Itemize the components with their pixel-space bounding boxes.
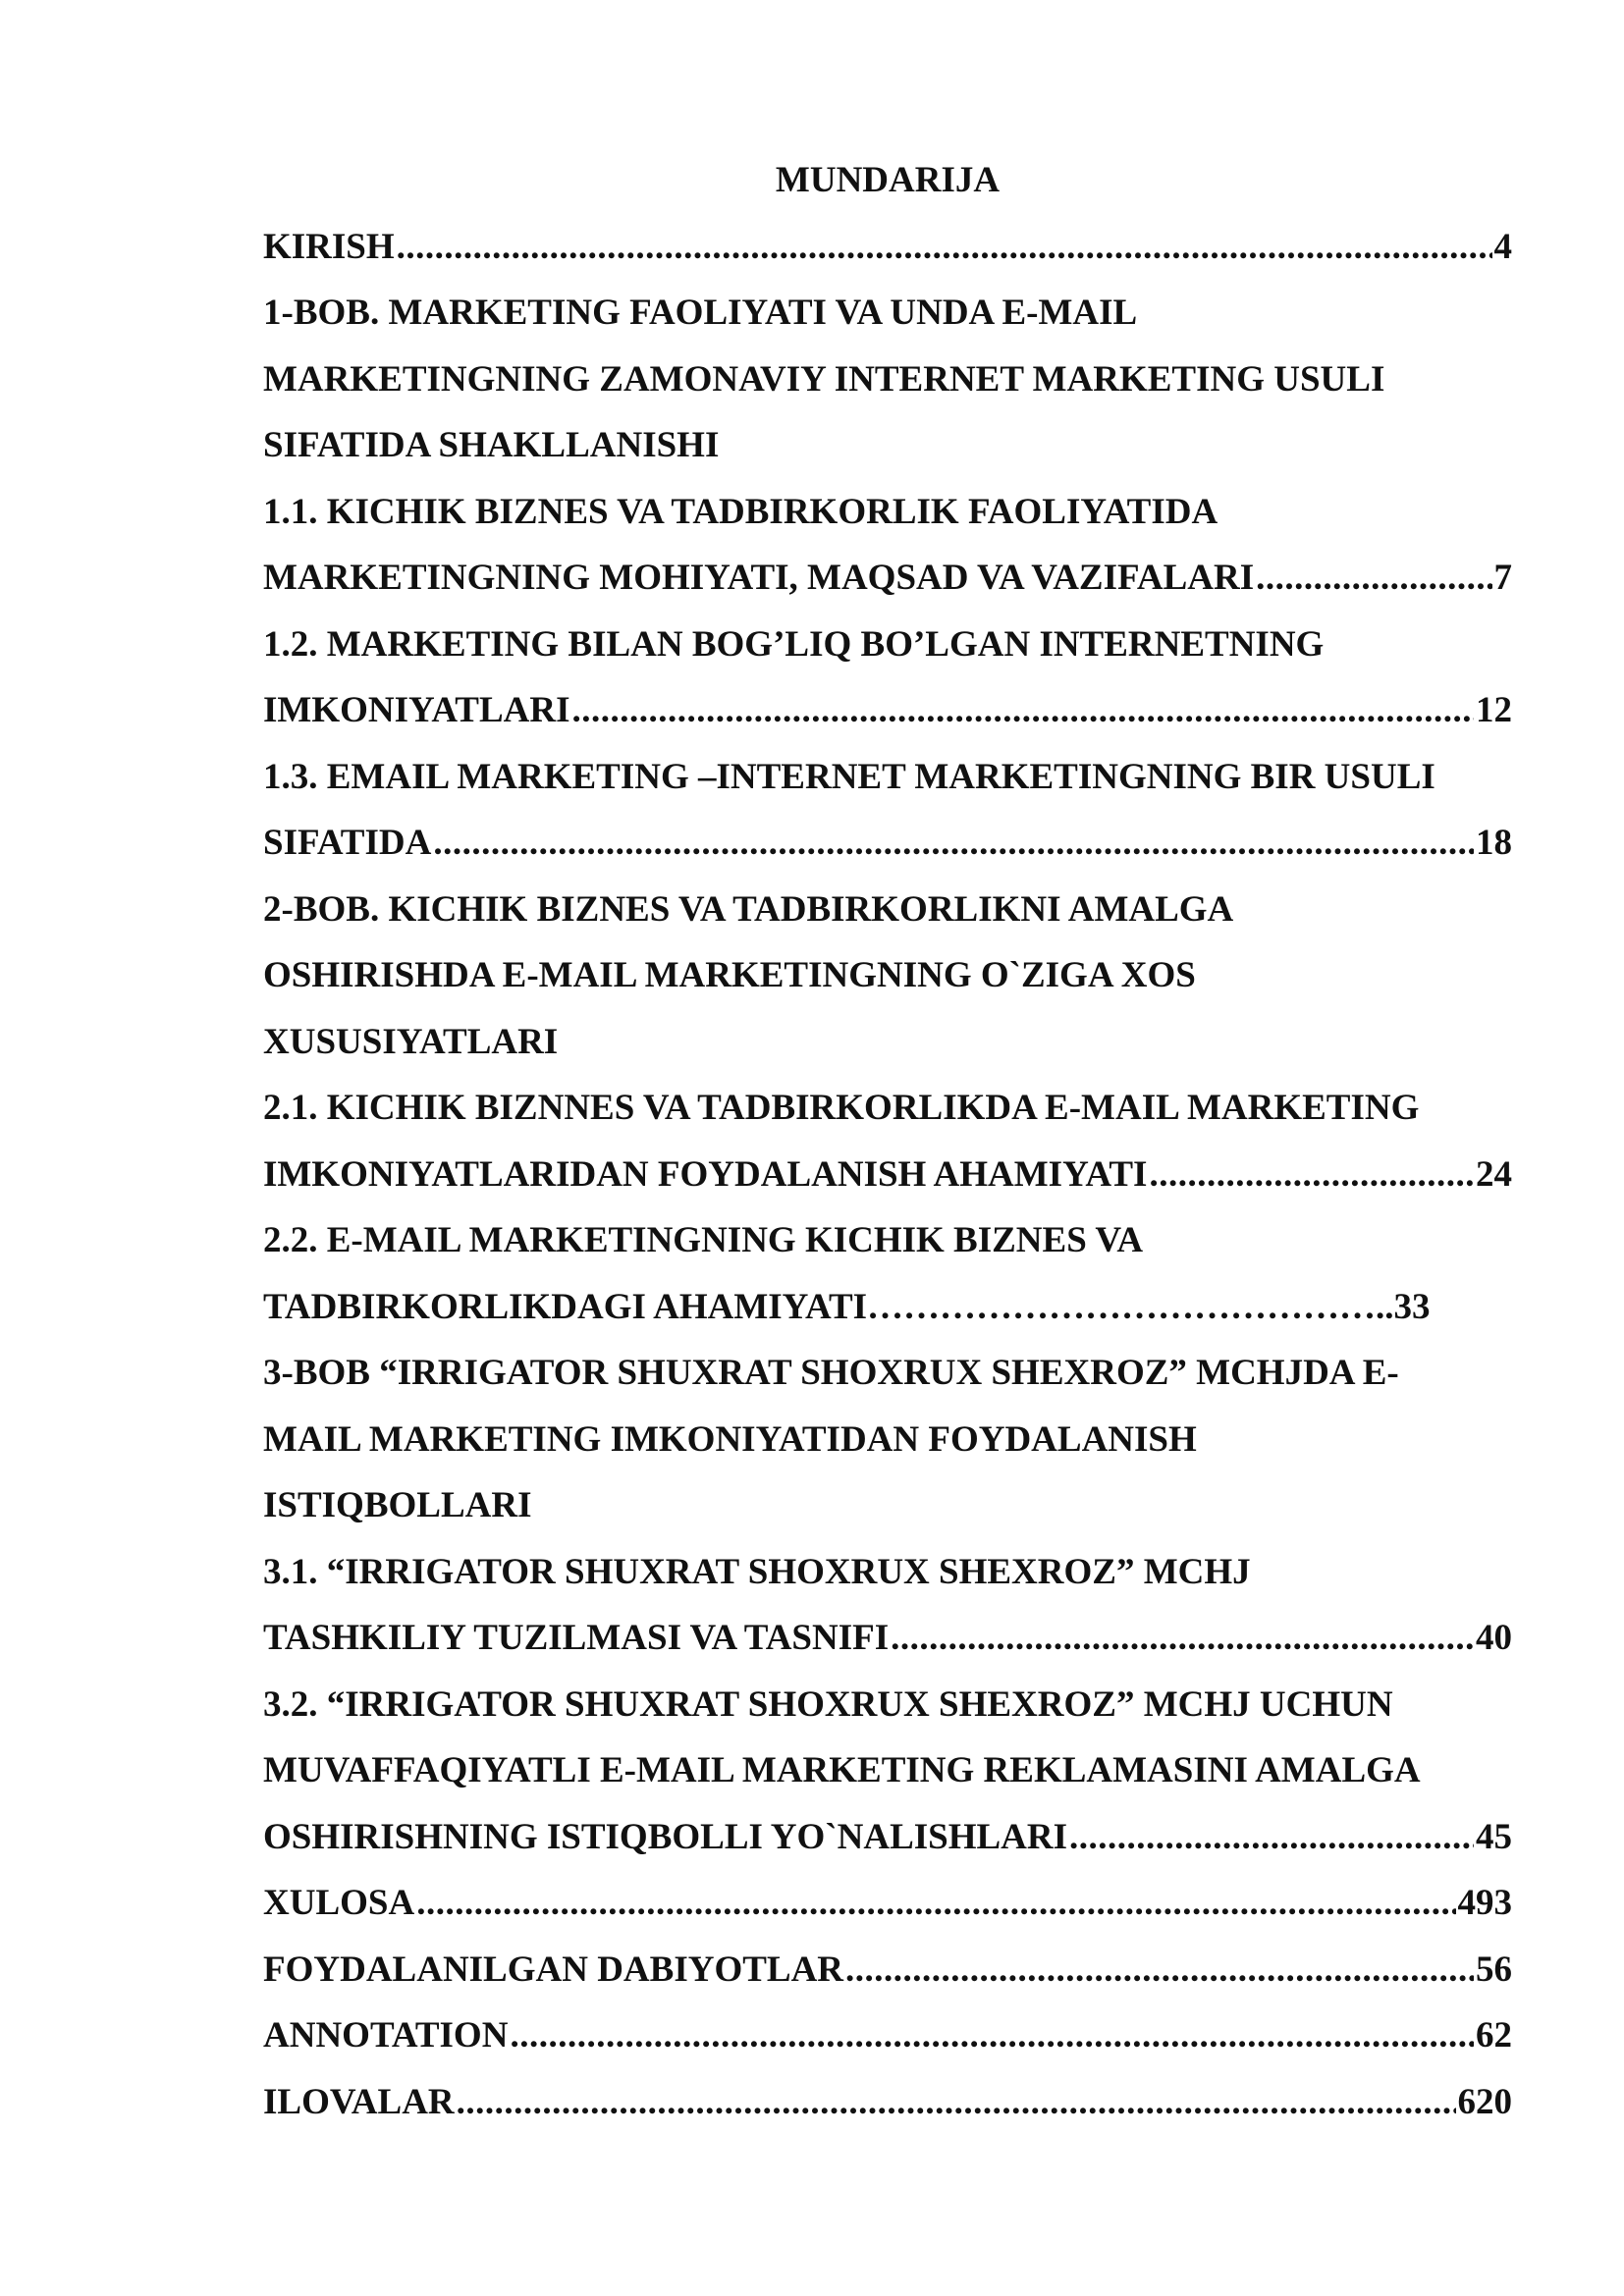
toc-entry-text: 3.2. “IRRIGATOR SHUXRAT SHOXRUX SHEXROZ” MCHJ UCHUN [263, 1683, 1393, 1725]
toc-line [263, 1605, 1512, 1672]
toc-entry-text: IMKONIYATLARI [263, 690, 570, 730]
toc-page-number: 56 [1476, 1949, 1512, 1990]
toc-line [263, 1207, 1512, 1274]
toc-line [263, 877, 1512, 943]
toc-page-number: 493 [1457, 1883, 1512, 1923]
toc-entry-text: 2-BOB. KICHIK BIZNES VA TADBIRKORLIKNI AMALGA [263, 888, 1234, 930]
toc-entry-text: XUSUSIYATLARI [263, 1021, 559, 1062]
toc-line [263, 677, 1512, 744]
toc-entry-text: SIFATIDA SHAKLLANISHI [263, 425, 720, 465]
toc-entry-text: FOYDALANILGAN DABIYOTLAR [263, 1949, 844, 1990]
toc-page-number: 24 [1476, 1153, 1512, 1195]
toc-line [263, 1737, 1512, 1804]
toc-entry-text: 2.1. KICHIK BIZNNES VA TADBIRKORLIKDA E-MAIL MARKETING [263, 1088, 1420, 1128]
toc-line [263, 1075, 1512, 1142]
toc-entry-text: OSHIRISHDA E-MAIL MARKETINGNING O`ZIGA XOS [263, 955, 1196, 995]
toc-line [263, 1672, 1512, 1738]
toc-line [263, 280, 1512, 347]
dot-leader [416, 1870, 1455, 1937]
toc-line [263, 2069, 1512, 2136]
toc-entry-text: MAIL MARKETING IMKONIYATIDAN FOYDALANISH [263, 1418, 1197, 1460]
toc-line [263, 1407, 1512, 1473]
toc-entry-text: 1.1. KICHIK BIZNES VA TADBIRKORLIK FAOLIYATIDA [263, 491, 1218, 532]
toc-entry-text: 1.3. EMAIL MARKETING –INTERNET MARKETINGNING BIR USULI [263, 756, 1435, 797]
toc-line [263, 1472, 1512, 1539]
toc-line [263, 1274, 1512, 1341]
toc-entry-text: 3.1. “IRRIGATOR SHUXRAT SHOXRUX SHEXROZ” MCHJ [263, 1551, 1251, 1592]
dot-leader [572, 677, 1475, 744]
dot-leader [891, 1605, 1474, 1672]
toc-line [263, 545, 1512, 612]
document-page [263, 147, 1512, 2135]
toc-line [263, 479, 1512, 546]
toc-entry-text: ISTIQBOLLARI [263, 1485, 532, 1525]
toc-line [263, 1340, 1512, 1407]
toc-entry-text: TASHKILIY TUZILMASI VA TASNIFI [263, 1618, 890, 1658]
toc-entry-text: SIFATIDA [263, 823, 432, 863]
toc-page-number: 62 [1476, 2015, 1512, 2056]
toc-entry-text: ANNOTATION [263, 2015, 509, 2056]
toc-entry-text: ILOVALAR [263, 2081, 455, 2122]
toc-entry-text: IMKONIYATLARIDAN FOYDALANISH AHAMIYATI [263, 1153, 1148, 1195]
dot-leader [457, 2069, 1456, 2136]
toc-page-number: 12 [1476, 690, 1512, 730]
toc-line [263, 1870, 1512, 1937]
toc-line [263, 347, 1512, 413]
dot-leader [397, 214, 1492, 281]
toc-entry-text: TADBIRKORLIKDAGI AHAMIYATI……………………………………..33 [263, 1286, 1431, 1327]
toc-line [263, 1009, 1512, 1076]
toc-list [263, 214, 1512, 2136]
toc-line [263, 1804, 1512, 1871]
toc-line [263, 2002, 1512, 2069]
toc-entry-text: KIRISH [263, 226, 395, 267]
dot-leader [1149, 1142, 1474, 1208]
toc-line [263, 412, 1512, 479]
toc-entry-text: 2.2. E-MAIL MARKETINGNING KICHIK BIZNES VA [263, 1220, 1144, 1260]
toc-line [263, 942, 1512, 1009]
toc-entry-text: OSHIRISHNING ISTIQBOLLI YO`NALISHLARI [263, 1816, 1068, 1857]
toc-page-number: 620 [1457, 2081, 1512, 2122]
toc-entry-text: 1.2. MARKETING BILAN BOG’LIQ BO’LGAN INTERNETNING [263, 623, 1325, 665]
toc-page-number: 4 [1493, 226, 1512, 267]
dot-leader [1256, 545, 1491, 612]
toc-line [263, 1142, 1512, 1208]
dot-leader [433, 810, 1474, 877]
toc-page-number: 7 [1493, 558, 1512, 598]
toc-entry-text: 1-BOB. MARKETING FAOLIYATI VA UNDA E-MAIL [263, 293, 1138, 333]
toc-line [263, 214, 1512, 281]
toc-entry-text: MUVAFFAQIYATLI E-MAIL MARKETING REKLAMASINI AMALGA [263, 1750, 1421, 1790]
toc-line [263, 744, 1512, 811]
toc-line [263, 1539, 1512, 1606]
toc-entry-text: XULOSA [263, 1883, 415, 1923]
toc-page-number: 18 [1476, 823, 1512, 863]
toc-entry-text: MARKETINGNING ZAMONAVIY INTERNET MARKETING USULI [263, 358, 1385, 400]
dot-leader [510, 2002, 1474, 2069]
toc-page-number: 45 [1476, 1816, 1512, 1857]
dot-leader [1069, 1804, 1474, 1871]
dot-leader [845, 1937, 1474, 2003]
toc-entry-text: 3-BOB “IRRIGATOR SHUXRAT SHOXRUX SHEXROZ” MCHJDA E- [263, 1353, 1399, 1393]
toc-line [263, 810, 1512, 877]
toc-page-number: 40 [1476, 1618, 1512, 1658]
toc-line [263, 1937, 1512, 2003]
toc-title: MUNDARIJA [775, 160, 1001, 200]
toc-line [263, 612, 1512, 678]
toc-entry-text: MARKETINGNING MOHIYATI, MAQSAD VA VAZIFALARI [263, 558, 1255, 598]
